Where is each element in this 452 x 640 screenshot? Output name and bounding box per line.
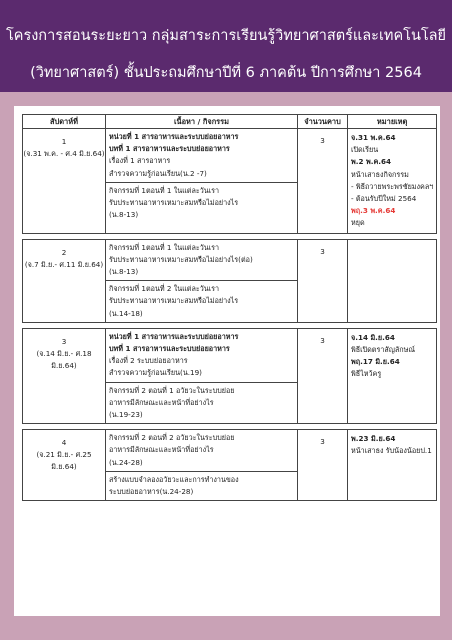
note-line: เปิดเรียน	[351, 145, 379, 155]
week-dates: (จ.14 มิ.ย.- ศ.18 มิ.ย.64)	[36, 348, 92, 370]
table-row	[23, 328, 437, 423]
notes-cell	[348, 430, 437, 501]
note-line: พ.23 มิ.ย.64	[351, 434, 396, 444]
content-block-activity	[106, 280, 297, 322]
week-dates: (จ.21 มิ.ย.- ศ.25 มิ.ย.64)	[36, 450, 92, 472]
content-line: (น.8-13)	[109, 210, 139, 220]
content-block-main	[106, 329, 297, 382]
table-row	[23, 239, 437, 322]
notes-cell	[348, 328, 437, 423]
content-line: รับประทานอาหารเหมาะสมหรือไม่อย่างไร	[109, 296, 239, 306]
title-line-1: โครงการสอนระยะยาว กลุ่มสาระการเรียนรู้วิทยาศาสตร์และเทคโนโลยี	[5, 28, 447, 44]
content-block-activity	[106, 182, 297, 224]
content-line: บทที่ 1 สารอาหารและระบบย่อยอาหาร	[109, 344, 230, 354]
week-cell	[23, 239, 106, 322]
table-header-row	[23, 115, 437, 129]
week-number: 3	[61, 336, 67, 346]
periods-cell	[298, 430, 348, 501]
schedule-table	[22, 114, 437, 501]
week-cell	[23, 328, 106, 423]
periods-value: 3	[320, 437, 325, 447]
content-line: กิจกรรมที่ 2 ตอนที่ 2 อวัยวะในระบบย่อย	[109, 433, 235, 443]
content-cell	[106, 129, 298, 234]
header-notes: หมายเหตุ	[348, 115, 437, 129]
content-line: (น.24-28)	[109, 457, 143, 467]
note-line: พฤ.3 พ.ค.64	[351, 206, 396, 216]
week-dates: (จ.31 พ.ค. - ศ.4 มิ.ย.64)	[23, 149, 105, 158]
note-line: - ต้อนรับปีใหม่ 2564	[351, 194, 417, 204]
content-line: กิจกรรมที่ 1ตอนที่ 1 ในแต่ละวันเรา	[109, 242, 220, 252]
content-line: เรื่องที่ 1 สารอาหาร	[109, 156, 171, 166]
content-line: อาหารมีลักษณะและหน้าที่อย่างไร	[109, 397, 214, 407]
periods-value: 3	[320, 246, 325, 256]
note-line: หน้าเสาธงกิจกรรม	[351, 169, 409, 179]
notes-cell	[348, 239, 437, 322]
periods-cell	[298, 239, 348, 322]
content-line: สำรวจความรู้ก่อนเรียน(น.2 -7)	[109, 168, 207, 178]
content-block-main	[106, 240, 297, 281]
week-number: 2	[61, 247, 67, 257]
note-line: พิธีเปิดตราสัญลักษณ์	[351, 345, 416, 355]
week-number: 1	[61, 137, 67, 146]
content-line: รับประทานอาหารเหมาะสมหรือไม่อย่างไร	[109, 198, 239, 208]
week-cell	[23, 430, 106, 501]
content-line: (น.8-13)	[109, 267, 139, 277]
note-line: พฤ.17 มิ.ย.64	[351, 357, 400, 367]
content-cell	[106, 239, 298, 322]
note-line: จ.14 มิ.ย.64	[351, 332, 395, 342]
content-block-activity	[106, 382, 297, 424]
header-content: เนื้อหา / กิจกรรม	[106, 115, 298, 129]
note-line: - พิธีถวายพระพรชัยมงคลฯ	[351, 181, 434, 191]
header-week: สัปดาห์ที่	[23, 115, 106, 129]
content-block-activity	[106, 471, 297, 500]
content-line: บทที่ 1 สารอาหารและระบบย่อยอาหาร	[109, 144, 230, 154]
table-row	[23, 430, 437, 501]
content-block-main	[106, 129, 297, 182]
content-cell	[106, 430, 298, 501]
content-line: หน่วยที่ 1 สารอาหารและระบบย่อยอาหาร	[109, 331, 239, 341]
periods-value: 3	[320, 335, 325, 345]
content-line: กิจกรรมที่ 1ตอนที่ 2 ในแต่ละวันเรา	[109, 284, 220, 294]
schedule-sheet	[14, 106, 440, 616]
content-line: (น.14-18)	[109, 308, 143, 318]
notes-cell	[348, 129, 437, 234]
week-cell	[23, 129, 106, 234]
periods-value: 3	[320, 136, 325, 145]
content-line: รับประทานอาหารเหมาะสมหรือไม่อย่างไร(ต่อ)	[109, 254, 253, 264]
note-line: พ.2 พ.ค.64	[351, 157, 391, 167]
content-block-main	[106, 430, 297, 471]
content-cell	[106, 328, 298, 423]
note-line: หยุด	[351, 218, 365, 228]
content-line: สร้างแบบจำลองอวัยวะและการทำงานของ	[109, 474, 239, 484]
periods-cell	[298, 328, 348, 423]
note-line: จ.31 พ.ค.64	[351, 133, 396, 142]
content-line: หน่วยที่ 1 สารอาหารและระบบย่อยอาหาร	[109, 132, 239, 141]
header-periods: จำนวนคาบ	[298, 115, 348, 129]
week-dates: (จ.7 มิ.ย.- ศ.11 มิ.ย.64)	[24, 259, 104, 269]
week-number: 4	[61, 438, 67, 448]
content-line: สำรวจความรู้ก่อนเรียน(น.19)	[109, 368, 202, 378]
note-line: หน้าเสาธง รับน้องน้อยป.1	[351, 446, 432, 456]
content-line: กิจกรรมที่ 2 ตอนที่ 1 อวัยวะในระบบย่อย	[109, 385, 235, 395]
content-line: ระบบย่อยอาหาร(น.24-28)	[109, 487, 194, 497]
content-line: เรื่องที่ 2 ระบบย่อยอาหาร	[109, 356, 188, 366]
note-line: พิธีไหว้ครู	[351, 369, 382, 379]
content-line: กิจกรรมที่ 1ตอนที่ 1 ในแต่ละวันเรา	[109, 185, 220, 195]
content-line: (น.19-23)	[109, 410, 143, 420]
content-line: อาหารมีลักษณะและหน้าที่อย่างไร	[109, 445, 214, 455]
table-row	[23, 129, 437, 234]
title-banner	[0, 0, 452, 92]
periods-cell	[298, 129, 348, 234]
title-line-2: (วิทยาศาสตร์) ชั้นประถมศึกษาปีที่ 6 ภาคต้น ปีการศึกษา 2564	[30, 65, 422, 81]
